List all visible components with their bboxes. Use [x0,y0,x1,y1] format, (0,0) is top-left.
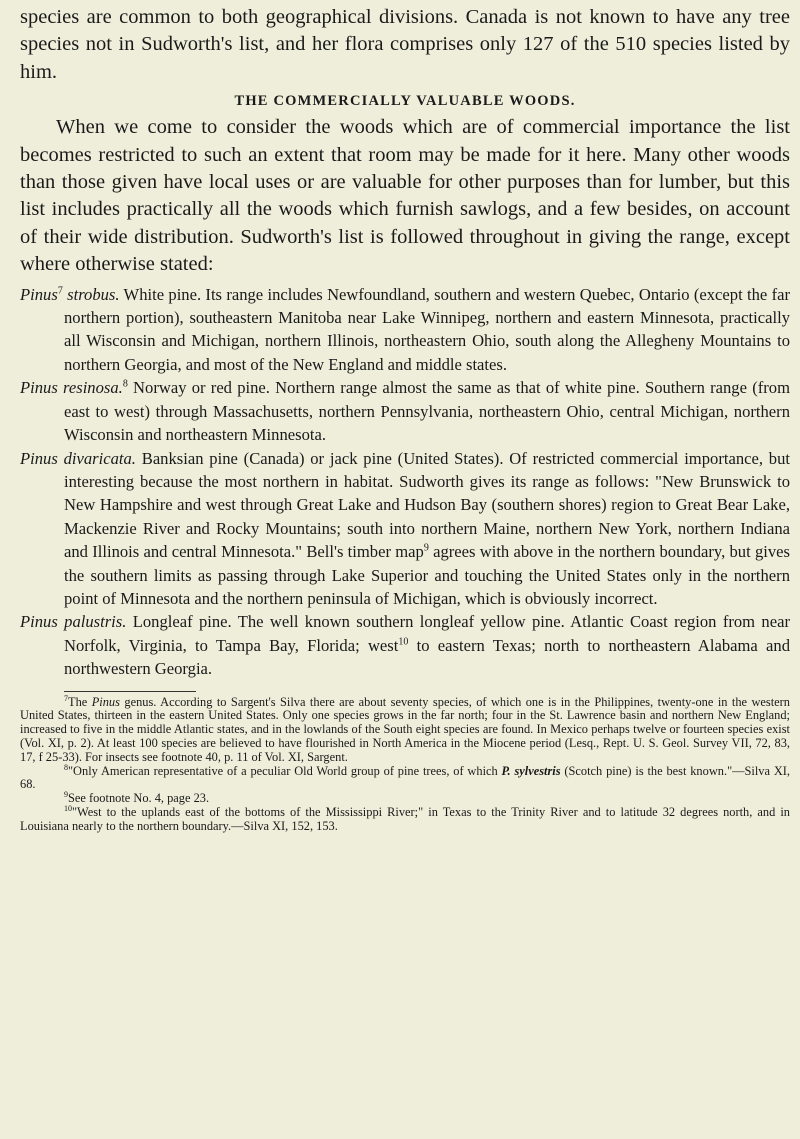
species-entry [20,283,790,377]
footnote-ref[interactable]: 8 [122,378,128,390]
footnote-divider [64,691,196,692]
footnote-italic: Pinus [91,694,120,709]
species-entry [20,376,790,446]
footnote-number: 8 [64,762,68,772]
species-description: White pine. Its range includes Newfoundland, southern and western Quebec, Ontario (except the far northern portion), southeastern Manitoba near Lake Winnipeg, northern and eastern Minnesota, practically all Wisconsin and Michigan, northern Illinois, northeastern Ohio, south along the Allegheny Mountains to northern Georgia, and most of the New England and middle states. [64,284,790,374]
intro-continuation: species are common to both geographical divisions. Canada is not known to have any tree species not in Sudworth's list, and her flora comprises only 127 of the 510 species listed by him. [20,6,790,83]
species-description: Norway or red pine. Northern range almost the same as that of white pine. Southern range (from east to west) through Massachusetts, northern Pennsylvania, northeastern Ohio, central Michigan, northern Wisconsin and northeastern Minnesota. [64,378,790,445]
footnote-ref[interactable]: 9 [423,542,429,554]
species-description-cont: to eastern Texas; north to northeastern Alabama and northwestern Georgia. [64,635,790,679]
species-epithet: strobus. [67,284,120,304]
species-list [20,283,790,681]
footnote-text: genus. According to Sargent's Silva there are about seventy species, of which one is in the Philippines, twenty-one in the western United States, thirteen in the eastern United States. Only one species grows in the far north; four in the St. Lawrence basin and northern New England; increased to five in the middle Atlantic states, and in the lowlands of the South eight species are found. In Mexico perhaps twelve or fourteen species exist (Vol. XI, p. 2). At least 100 species are believed to have flourished in North America in the Miocene period (Lesq., Rept. U. S. Geol. Survey VII, 72, 83, 17, f 25-33). For insects see footnote 40, p. 11 of Vol. XI, Sargent. [20,694,790,764]
footnote-ref[interactable]: 10 [398,636,409,648]
footnotes [20,693,790,834]
species-description-cont: agrees with above in the northern boundary, but gives the southern limits as passing through Lake Superior and touching the United States only in the northern point of Minnesota and the northern peninsula of Michigan, which is obviously incorrect. [64,542,790,608]
species-description: Banksian pine (Canada) or jack pine (United States). Of restricted commercial importance, but interesting because the most northern in habitat. Sudworth gives its range as follows: "New Brunswick to New Hampshire and west through Great Lake and Hudson Bay (southern shores) region to Great Bear Lake, Mackenzie River and Rocky Mountains; south into northern Maine, northern New York, northern Indiana and Illinois and central Minnesota." Bell's timber map [64,448,790,562]
species-name: Pinus palustris. [20,612,127,632]
footnote-number: 9 [64,790,68,800]
section-heading: THE COMMERCIALLY VALUABLE WOODS. [234,93,576,110]
footnote-text: See footnote No. 4, page 23. [68,791,210,806]
footnote-text-cont: (Scotch pine) is the best known."—Silva XI, 68. [20,763,790,792]
species-description: Longleaf pine. The well known southern longleaf yellow pine. Atlantic Coast region from near Norfolk, Virginia, to Tampa Bay, Florida; west [64,612,790,655]
species-name: Pinus [20,284,58,304]
footnote-text: "West to the uplands east of the bottoms of the Mississippi River;" in Texas to the Trinity River and to latitude 32 degrees north, and in Louisiana nearly to the northern boundary.—Silva XI, 152, 153. [20,804,790,833]
footnote-number: 7 [64,693,68,703]
footnote [20,803,790,834]
footnote [20,693,790,765]
footnote [20,762,790,793]
footnote-text: "Only American representative of a peculiar Old World group of pine trees, of which [68,763,498,778]
footnote-lead: The [68,694,88,709]
footnote-italic: P. sylvestris [501,763,561,778]
species-entry [20,447,790,611]
footnote [20,792,790,806]
footnote-ref[interactable]: 7 [57,285,63,297]
species-name: Pinus resinosa. [20,378,123,398]
body-paragraph: When we come to consider the woods which are of commercial importance the list becomes restricted to such an extent that room may be made for it here. Many other woods than those given have local uses or are valuable for other purposes than for lumber, but this list includes practically all the woods which furnish sawlogs, and a few besides, on account of their wide distribution. Sudworth's list is followed throughout in giving the range, except where otherwise stated: [20,116,790,276]
species-name: Pinus divaricata. [20,448,136,468]
species-entry [20,610,790,680]
footnote-number: 10 [64,803,72,813]
